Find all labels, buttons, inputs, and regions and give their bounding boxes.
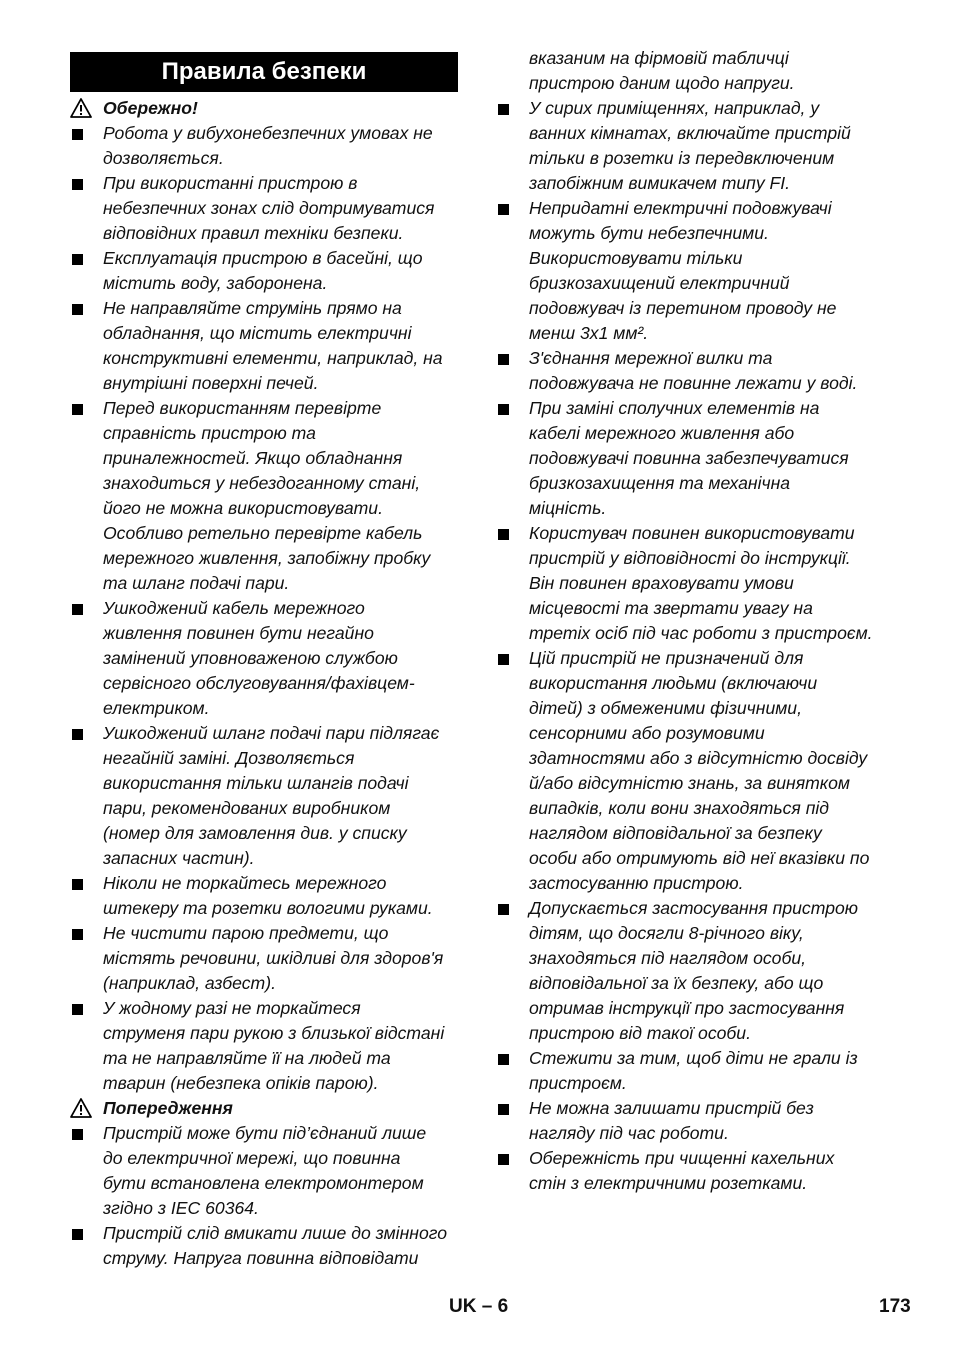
list-item-line: негайній заміні. Дозволяється: [103, 748, 355, 768]
footer-section-label: UK – 6: [449, 1296, 509, 1317]
list-item-line: Робота у вибухонебезпечних умовах не: [103, 123, 433, 143]
list-item-line: вказаним на фірмовій табличці: [529, 48, 789, 68]
list-item-line: пари, рекомендованих виробником: [103, 798, 391, 818]
list-item-line: третіх осіб під час роботи з пристроєм.: [529, 623, 873, 643]
list-item-line: замінений уповноваженою службою: [103, 648, 398, 668]
bullet-marker: [72, 879, 83, 890]
list-item-line: бути встановлена електромонтером: [103, 1173, 424, 1193]
list-item-line: подовжувач із перетином проводу не: [529, 298, 837, 318]
list-item-line: Користувач повинен використовувати: [529, 523, 855, 543]
list-item-line: пристрій у відповідності до інструкції.: [529, 548, 851, 568]
list-item-line: (номер для замовлення див. у списку: [103, 823, 407, 843]
warning-triangle-icon: [70, 1097, 92, 1119]
list-item-line: отримав інструкції про застосування: [529, 998, 845, 1018]
bullet-marker: [498, 404, 509, 415]
list-item-line: Не чистити парою предмети, що: [103, 923, 389, 943]
list-item-line: кабелі мережного живлення або: [529, 423, 795, 443]
list-item-line: Не направляйте струмінь прямо на: [103, 298, 402, 318]
list-item-line: Використовувати тільки: [529, 248, 743, 268]
bullet-marker: [72, 604, 83, 615]
bullet-marker: [72, 1004, 83, 1015]
list-item-line: обладнання, що містить електричні: [103, 323, 412, 343]
list-item-line: При використанні пристрою в: [103, 173, 358, 193]
list-item-line: штекеру та розетки вологими руками.: [103, 898, 433, 918]
list-item-line: Особливо ретельно перевірте кабель: [103, 523, 423, 543]
list-item-line: менш 3х1 мм².: [529, 323, 649, 343]
bullet-marker: [498, 529, 509, 540]
list-item-line: застосуванню пристрою.: [529, 873, 744, 893]
list-item-line: Обережність при чищенні кахельних: [529, 1148, 835, 1168]
list-item-line: наглядом відповідальної за безпеку: [529, 823, 822, 843]
list-item-line: приналежностей. Якщо обладнання: [103, 448, 403, 468]
list-item-line: запасних частин).: [103, 848, 255, 868]
subsection-heading: Попередження: [103, 1098, 233, 1118]
list-item-line: справність пристрою та: [103, 423, 316, 443]
bullet-marker: [72, 1229, 83, 1240]
footer-page-number: 173: [879, 1296, 911, 1317]
list-item-line: Непридатні електричні подовжувачі: [529, 198, 832, 218]
list-item-line: запобіжним вимикачем типу FI.: [529, 173, 791, 193]
list-item-line: бризкозахищення та механічна: [529, 473, 791, 493]
bullet-marker: [498, 104, 509, 115]
list-item-line: бризкозахищений електричний: [529, 273, 790, 293]
list-item-line: до електричної мережі, що повинна: [103, 1148, 401, 1168]
list-item-line: живлення повинен бути негайно: [103, 623, 374, 643]
list-item-line: конструктивні елементи, наприклад, на: [103, 348, 443, 368]
list-item-line: З'єднання мережної вилки та: [529, 348, 773, 368]
list-item-line: згідно з IEC 60364.: [103, 1198, 259, 1218]
list-item-line: дітям, що досягли 8-річного віку,: [529, 923, 804, 943]
list-item-line: пристрою від такої особи.: [529, 1023, 751, 1043]
list-item-line: струму. Напруга повинна відповідати: [103, 1248, 419, 1268]
list-item-line: тварин (небезпека опіків парою).: [103, 1073, 379, 1093]
bullet-marker: [72, 179, 83, 190]
list-item-line: У жодному разі не торкайтеся: [103, 998, 361, 1018]
list-item-line: Перед використанням перевірте: [103, 398, 382, 418]
bullet-marker: [498, 1104, 509, 1115]
list-item-line: й/або відсутністю знань, за винятком: [529, 773, 850, 793]
list-item-line: містять речовини, шкідливі для здоров'я: [103, 948, 444, 968]
list-item-line: його не можна використовувати.: [103, 498, 383, 518]
list-item-line: сенсорними або розумовими: [529, 723, 765, 743]
list-item-line: У сирих приміщеннях, наприклад, у: [529, 98, 820, 118]
bullet-marker: [498, 654, 509, 665]
list-item-line: внутрішні поверхні печей.: [103, 373, 319, 393]
list-item-line: та не направляйте її на людей та: [103, 1048, 391, 1068]
list-item-line: використання людьми (включаючи: [529, 673, 818, 693]
section-title: Правила безпеки: [70, 52, 458, 92]
list-item-line: знаходяться під наглядом особи,: [529, 948, 807, 968]
list-item-line: пристрою даним щодо напруги.: [529, 73, 795, 93]
bullet-marker: [72, 254, 83, 265]
warning-triangle-icon: [70, 97, 92, 119]
list-item-line: Ушкоджений кабель мережного: [103, 598, 365, 618]
list-item-line: особи або отримують від неї вказівки по: [529, 848, 870, 868]
list-item-line: Стежити за тим, щоб діти не грали із: [529, 1048, 858, 1068]
list-item-line: сервісного обслуговування/фахівцем-: [103, 673, 415, 693]
bullet-marker: [72, 304, 83, 315]
list-item-line: можуть бути небезпечними.: [529, 223, 769, 243]
list-item-line: Пристрій слід вмикати лише до змінного: [103, 1223, 447, 1243]
list-item-line: відповідальної за їх безпеку, або що: [529, 973, 824, 993]
list-item-line: Цій пристрій не призначений для: [529, 648, 804, 668]
list-item-line: Ушкоджений шланг подачі пари підлягає: [103, 723, 440, 743]
list-item-line: дозволяється.: [103, 148, 224, 168]
bullet-marker: [72, 929, 83, 940]
bullet-marker: [498, 1154, 509, 1165]
bullet-marker: [72, 729, 83, 740]
list-item-line: Допускається застосування пристрою: [529, 898, 858, 918]
list-item-line: випадків, коли вони знаходяться під: [529, 798, 830, 818]
list-item-line: знаходиться у небездоганному стані,: [103, 473, 421, 493]
list-item-line: та шланг подачі пари.: [103, 573, 290, 593]
list-item-line: Пристрій може бути під’єднаний лише: [103, 1123, 427, 1143]
bullet-marker: [498, 1054, 509, 1065]
list-item-line: При заміні сполучних елементів на: [529, 398, 820, 418]
list-item-line: подовжувачі повинна забезпечуватися: [529, 448, 849, 468]
bullet-marker: [498, 904, 509, 915]
list-item-line: тільки в розетки із передвключеним: [529, 148, 835, 168]
list-item-line: ванних кімнатах, включайте пристрій: [529, 123, 851, 143]
bullet-marker: [72, 404, 83, 415]
list-item-line: міцність.: [529, 498, 607, 518]
list-item-line: місцевості та звертати увагу на: [529, 598, 813, 618]
list-item-line: здатностями або з відсутністю досвіду: [529, 748, 868, 768]
list-item-line: пристроєм.: [529, 1073, 627, 1093]
subsection-heading: Обережно!: [103, 98, 198, 118]
bullet-marker: [498, 204, 509, 215]
bullet-marker: [72, 129, 83, 140]
list-item-line: дітей) з обмеженими фізичними,: [529, 698, 802, 718]
list-item-line: небезпечних зонах слід дотримуватися: [103, 198, 435, 218]
list-item-line: містить воду, заборонена.: [103, 273, 328, 293]
list-item-line: електриком.: [103, 698, 210, 718]
list-item-line: струменя пари рукою з близької відстані: [103, 1023, 445, 1043]
bullet-marker: [498, 354, 509, 365]
bullet-marker: [72, 1129, 83, 1140]
list-item-line: Він повинен враховувати умови: [529, 573, 794, 593]
list-item-line: відповідних правил техніки безпеки.: [103, 223, 404, 243]
list-item-line: подовжувача не повинне лежати у воді.: [529, 373, 858, 393]
list-item-line: (наприклад, азбест).: [103, 973, 276, 993]
list-item-line: Не можна залишати пристрій без: [529, 1098, 814, 1118]
list-item-line: стін з електричними розетками.: [529, 1173, 808, 1193]
list-item-line: мережного живлення, запобіжну пробку: [103, 548, 431, 568]
list-item-line: нагляду під час роботи.: [529, 1123, 729, 1143]
list-item-line: використання тільки шлангів подачі: [103, 773, 409, 793]
list-item-line: Експлуатація пристрою в басейні, що: [103, 248, 423, 268]
list-item-line: Ніколи не торкайтесь мережного: [103, 873, 387, 893]
